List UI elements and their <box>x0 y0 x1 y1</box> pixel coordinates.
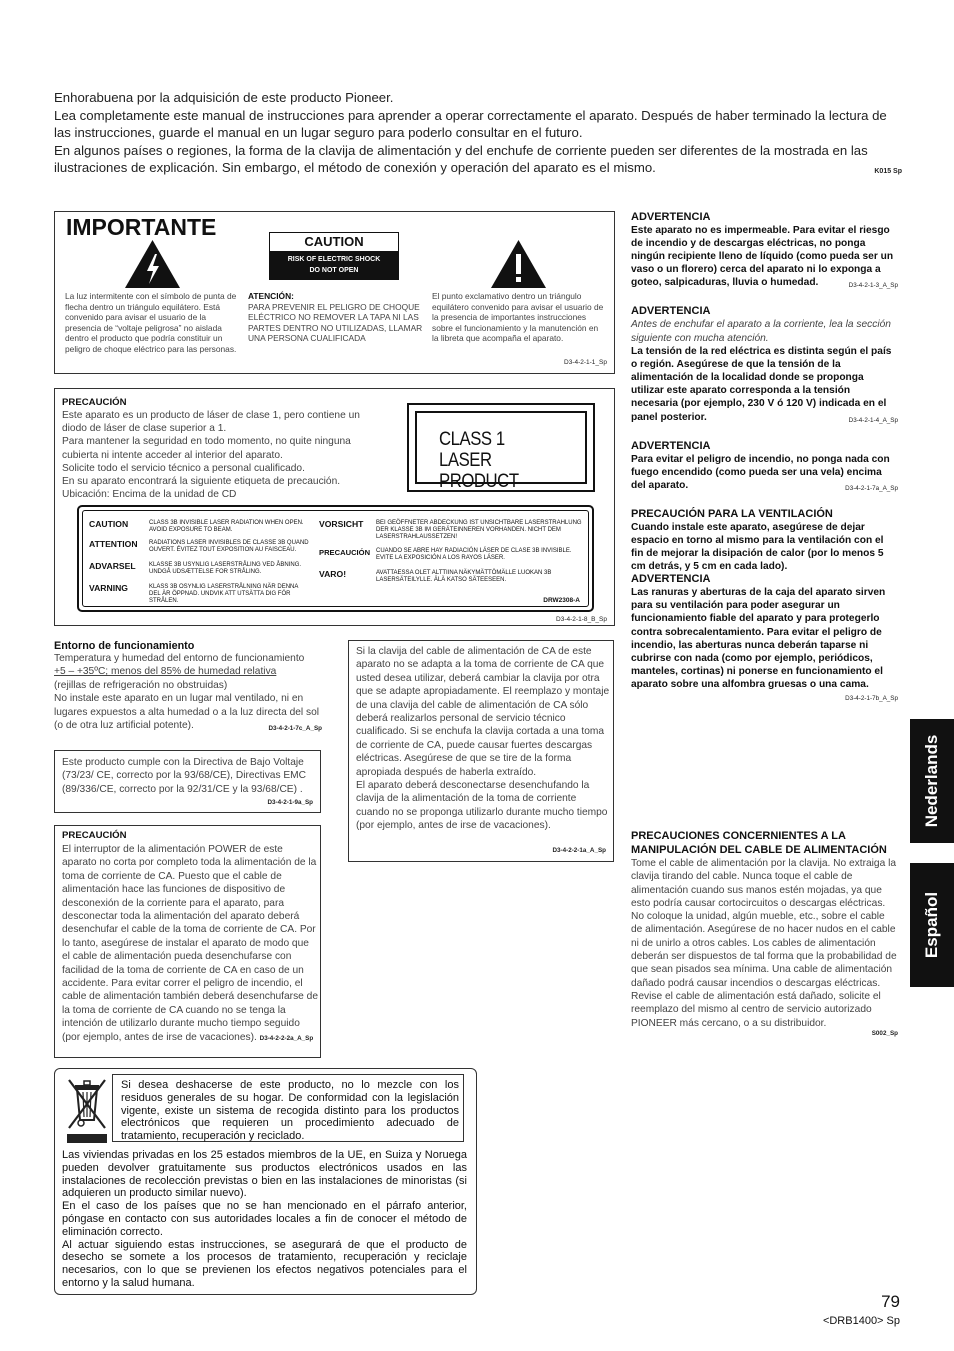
page-number: 79 <box>881 1292 900 1311</box>
label-value: AVATTAESSA OLET ALTTIINA NÄKYMÄTTÖMÄLLE LUOKAN 3B LASERSÄTEILYLLE. ÄLÄ KATSO SÄTEESEEN. <box>376 570 552 583</box>
caution-label <box>269 232 399 280</box>
laser-head: PRECAUCIÓN <box>62 397 127 408</box>
laser-warning-label <box>77 505 594 612</box>
cable-head: PRECAUCIONES CONCERNIENTES A LA MANIPULACIÓN DEL CABLE DE ALIMENTACIÓN <box>631 830 887 856</box>
caution-label-title: CAUTION <box>304 234 364 249</box>
laser-text4: En su aparato encontrará la siguiente etiqueta de precaución. <box>62 476 341 488</box>
clavija-text <box>356 645 610 833</box>
laser-text3: Solicite todo el servicio técnico a personal cualificado. <box>62 462 305 474</box>
label-value: CUANDO SE ABRE HAY RADIACIÓN LÁSER DE CLASE 3B INVISIBLE. EVITE LA EXPOSICIÓN A LOS RAYOS LÁSER. <box>376 548 572 561</box>
label-key: ADVARSEL <box>89 561 136 571</box>
vent-text: Cuando instale este aparato, asegúrese de dejar espacio en torno al mismo para la ventilación con el fin de mejorar la disipación de calor (por lo menos 5 cm detrás, y 5 cm en cada lado). <box>631 521 884 573</box>
intro-code: K015 Sp <box>874 168 902 176</box>
laser-text <box>62 409 372 501</box>
exclamation-description: El punto exclamativo dentro un triángulo equilátero convenido para avisar el usuario de la presencia de importantes instrucciones sobre el funcionamiento y la manutención en la libreta que acompaña el aparato. <box>432 291 604 344</box>
importante-code: D3-4-2-1-1_Sp <box>564 359 607 366</box>
laser-label-code: DRW2308-A <box>543 597 580 604</box>
label-value: KLASS 3B OSYNLIG LASERSTRÅLNING NÄR DENNA DEL ÄR ÖPPNAD. UNDVIK ATT UTSÄTTA DIG FÖR STRÅLEN. <box>149 584 299 604</box>
atencion-head: ATENCIÓN: <box>248 291 294 301</box>
lightning-warning-icon <box>125 240 180 288</box>
vent-head: PRECAUCIÓN PARA LA VENTILACIÓN <box>631 507 833 520</box>
importante-title: IMPORTANTE <box>66 214 217 240</box>
laser-box <box>54 388 615 626</box>
adv3-head: ADVERTENCIA <box>631 439 711 452</box>
tab-espanol[interactable] <box>910 863 954 987</box>
adv2-italic: Antes de enchufar el aparato a la corriente, lea la sección siguiente con mucha atención. <box>631 319 891 344</box>
entorno-code: D3-4-2-1-7c_A_Sp <box>268 725 322 733</box>
label-key: PRECAUCIÓN <box>319 548 371 557</box>
tab-espanol-label: Español <box>922 891 941 959</box>
adv2-text: La tensión de la red eléctrica es distinta según el país o región. Asegúrese de que la tensión de la alimentación de la localidad donde se proponga utilizar este aparato corresponda a la tensión necesaria (por ejemplo, 230 V ó 120 V) indicada en el panel posterior. D3-4-2-1-4_A_Sp <box>631 345 898 424</box>
caution-label-sub1: RISK OF ELECTRIC SHOCK <box>287 256 381 263</box>
cable-text: Tome el cable de alimentación por la clavija. No extraiga la clavija tirando del cable. Nunca toque el cable de alimentación cuando sus manos estén mojadas, ya que esto podría causar cortocircuitos o descargas eléctricas. No coloque la unidad, algún mueble, etc., sobre el cable de alimentación. Asegúrese de no hacer nudos en el cable ni de unirlo a otros cables. Los cables de alimentación deberán ser dispuestos de tal forma que la probabilidad de que sean pisados sea mínima. Una cable de alimentación dañado podrá causar incendios o descargas eléctricas. Revise el cable de alimentación está dañado, solicite el reemplazo del mismo al centro de servicio autorizado PIONEER más cercano, o a su distribuidor. <box>631 858 897 1029</box>
laser-text1: Este aparato es un producto de láser de clase 1, pero contiene un diodo de láser de clase superior a 1. <box>62 410 360 435</box>
lightning-description: La luz intermitente con el símbolo de punta de flecha dentro un triángulo equilátero. Está convenido para avisar el usuario de la presencia de “voltaje peligrosa” no aislada dentro el producto que podría constituir un peligro de choque eléctrico para las personas. <box>65 291 237 354</box>
intro <box>54 89 902 181</box>
atencion-block <box>248 291 423 344</box>
entorno-text2: +5 – +35ºC; menos del 85% de humedad relativa <box>54 666 277 678</box>
exclamation-warning-icon <box>491 240 546 288</box>
weee-notice-text: Si desea deshacerse de este producto, no lo mezcle con los residuos generales de su hogar. De conformidad con la legislación vigente, existe un sistema de recogida distinto para los productos electrónicos que requieren un procedimiento adecuado de tratamiento, recuperación y reciclado. <box>121 1079 459 1143</box>
atencion-text: PARA PREVENIR EL PELIGRO DE CHOQUE ELÉCTRICO NO REMOVER LA TAPA NI LAS PARTES DENTRO NO UTILIZADAS, LLAMAR UNA PERSONA CUALIFICADA <box>248 301 423 344</box>
weee-text <box>62 1149 467 1290</box>
class1-line2: LASER PRODUCT <box>439 450 519 492</box>
directiva-code: D3-4-2-1-9a_Sp <box>267 799 313 806</box>
clavija-box <box>348 640 614 862</box>
clavija-code: D3-4-2-2-1a_A_Sp <box>552 847 606 854</box>
power-box <box>54 825 321 1058</box>
laser-text5: Ubicación: Encima de la unidad de CD <box>62 489 237 501</box>
directiva-box <box>54 750 321 813</box>
entorno-text4: No instale este aparato en un lugar mal ventilado, ni en lugares expuestos a alta humedad o a la luz directa del sol (o de otra luz artificial potente). D3-4-2-1-7c_A_Sp <box>54 692 322 732</box>
entorno-head: Entorno de funcionamiento <box>54 640 195 652</box>
label-key: ATTENTION <box>89 539 138 549</box>
adv3-text: Para evitar el peligro de incendio, no ponga nada con fuego encendido (como pueda ser una vela) encima del aparato. D3-4-2-1-7a_A_Sp <box>631 453 898 492</box>
model-code: <DRB1400> Sp <box>822 1315 900 1327</box>
cable-section <box>631 829 898 1037</box>
power-code: D3-4-2-2-2a_A_Sp <box>259 1034 314 1042</box>
power-head: PRECAUCIÓN <box>62 830 127 841</box>
importante-box <box>54 211 615 374</box>
weee-notice <box>112 1074 464 1142</box>
adv1-head: ADVERTENCIA <box>631 211 711 223</box>
cable-code: S002_Sp <box>871 1029 898 1037</box>
tab-nederlands[interactable] <box>910 719 954 843</box>
label-value: KLASSE 3B USYNLIG LASERSTRÅLING VED ÅBNING. UNDGÅ UDSÆTTELSE FOR STRÅLING. <box>149 562 302 575</box>
adv1-text: Este aparato no es impermeable. Para evitar el riesgo de incendio y de descargas eléctricas, no ponga ningún recipiente lleno de líquido (como pueda ser un vaso o un florero) cerca del aparato ni lo exponga a goteo, salpicaduras, lluvia o humedad. D3-4-2-1-3_A_Sp <box>631 224 898 289</box>
laser-text2: Para mantener la seguridad en todo momento, no quite ninguna cubierta ni intente acceder al interior del aparato. <box>62 436 351 461</box>
intro-line1: Enhorabuena por la adquisición de este producto Pioneer. <box>54 90 394 105</box>
adv2-code: D3-4-2-1-4_A_Sp <box>848 416 898 424</box>
clavija-text1: Si la clavija del cable de alimentación de CA de este aparato no se adapta a la toma de corriente de CA que usted desea utilizar, deberá cambiar la clavija por otra que se adapte apropiadamente. El reemplazo y montaje de una clavija del cable de alimentación de CA sólo deberá realizarlos personal de servicio técnico cualificado. Si se enchufa la clavija cortada a una toma de corriente de CA, puede causar fuertes descargas eléctricas. Asegúrese de que se tire de la forma apropiada después de haberla extraído. <box>356 646 610 778</box>
entorno-text1: Temperatura y humedad del entorno de funcionamiento <box>54 653 305 664</box>
entorno-section <box>54 640 322 735</box>
laser-label-right <box>319 520 584 590</box>
caution-label-sub2: DO NOT OPEN <box>309 267 359 274</box>
label-value: RADIATIONS LASER INVISIBLES DE CLASSE 3B QUAND OUVERT. ÉVITEZ TOUT EXPOSITION AU FAISCEAU. <box>149 540 309 553</box>
weee-box <box>54 1068 477 1295</box>
label-value: CLASS 3B INVISIBLE LASER RADIATION WHEN OPEN. AVOID EXPOSURE TO BEAM. <box>149 520 304 533</box>
label-key: VORSICHT <box>319 519 364 529</box>
weee-text3: Al actuar siguiendo estas instrucciones, se asegurará de que el producto de desecho se somete a los procesos de tratamiento, recuperación y reciclaje necesarios, con lo que se previenen los efectos negativos potenciales para el entorno y la salud humana. <box>62 1238 467 1289</box>
adv3-code: D3-4-2-1-7a_A_Sp <box>845 484 898 492</box>
adv4-text: Las ranuras y aberturas de la caja del aparato sirven para su ventilación para poder asegurar un funcionamiento fiable del aparato y para protegerlo contra sobrecalentamiento. Para evitar el peligro de incendio, las aberturas nunca deberán taparse ni cubrirse con nada (como por ejemplo, periódicos, manteles, cortinas) ni ponerse en funcionamiento el aparato sobre una alfombra gruesas o una cama. <box>631 587 886 690</box>
laser-label-left <box>89 520 309 605</box>
laser-code: D3-4-2-1-8_B_Sp <box>556 616 607 623</box>
power-text: El interruptor de la alimentación POWER de este aparato no corta por completo toda la alimentación de la toma de corriente de CA. Puesto que el cable de alimentación hace las funciones de dispositivo de desconexión de la corriente para el aparato, para desconectar toda la alimentación del aparato deberá desenchufar el cable de la toma de corriente de CA. Por lo tanto, asegúrese de instalar el aparato de modo que el cable de alimentación pueda desenchufarse con facilidad de la toma de corriente de CA en caso de un accidente. Para evitar correr el peligro de incendio, el cable de alimentación también deberá desenchufarse de la toma de corriente de CA cuando no se tenga la intención de utilizarlo durante mucho tiempo seguido (por ejemplo, antes de irse de vacaciones). D3-4-2-2-2a_A_Sp <box>62 844 318 1043</box>
class1-label <box>407 403 595 492</box>
label-key: VARO! <box>319 569 347 579</box>
class1-line1: CLASS 1 <box>439 429 505 450</box>
tab-nederlands-label: Nederlands <box>922 734 941 828</box>
adv1-code: D3-4-2-1-3_A_Sp <box>848 282 898 290</box>
intro-line2: Lea completamente este manual de instrucciones para aprender a operar correctamente el aparato. Después de haber terminado la lectura de las instrucciones, guarde el manual en un lugar seguro para poderlo consultar en el futuro. <box>54 107 887 141</box>
weee-text2: En el caso de los países que no se han mencionado en el párrafo anterior, póngase en contacto con sus autoridades locales a fin de conocer el método de eliminación correcto. <box>62 1200 467 1238</box>
label-key: CAUTION <box>89 519 129 529</box>
entorno-text3: (rejillas de refrigeración no obstruidas) <box>54 679 228 691</box>
adv4-head: ADVERTENCIA <box>631 573 711 586</box>
label-value: BEI GEÖFFNETER ABDECKUNG IST UNSICHTBARE LASERSTRAHLUNG DER KLASSE 3B IM GERÄTEINNEREN VORHANDEN. NICHT DEM LASERSTRAHLAUSSETZEN! <box>376 520 582 540</box>
clavija-text2: El aparato deberá desconectarse desenchufando la clavija de la alimentación de la toma de corriente cuando no se proponga utilizarlo durante mucho tiempo (por ejemplo, antes de irse de vacaciones). <box>356 780 608 832</box>
intro-line3: En algunos países o regiones, la forma de la clavija de alimentación y del enchufe de corriente pueden ser diferentes de la mostrada en las ilustraciones de explicación. Sin embargo, el método de conexión y operación del aparato es el mismo. K015 Sp <box>54 142 902 177</box>
adv2-head: ADVERTENCIA <box>631 305 711 318</box>
adv4-code: D3-4-2-1-7b_A_Sp <box>845 695 898 703</box>
directiva-text: Este producto cumple con la Directiva de Bajo Voltaje (73/23/ CE, correcto por la 93/68/CE), Directivas EMC (89/336/CE, correcto por la 92/31/CE y la 93/68/CE) . <box>62 757 307 795</box>
weee-text1: Las viviendas privadas en los 25 estados miembros de la UE, en Suiza y Noruega pueden devolver gratuitamente sus productos electrónicos usados en las instalaciones de recolección previstas o bien en las instalaciones de minoristas (si adquieren un producto similar nuevo). <box>62 1149 467 1200</box>
right-column <box>631 211 898 702</box>
label-key: VARNING <box>89 583 128 593</box>
crossed-bin-icon <box>65 1076 109 1146</box>
